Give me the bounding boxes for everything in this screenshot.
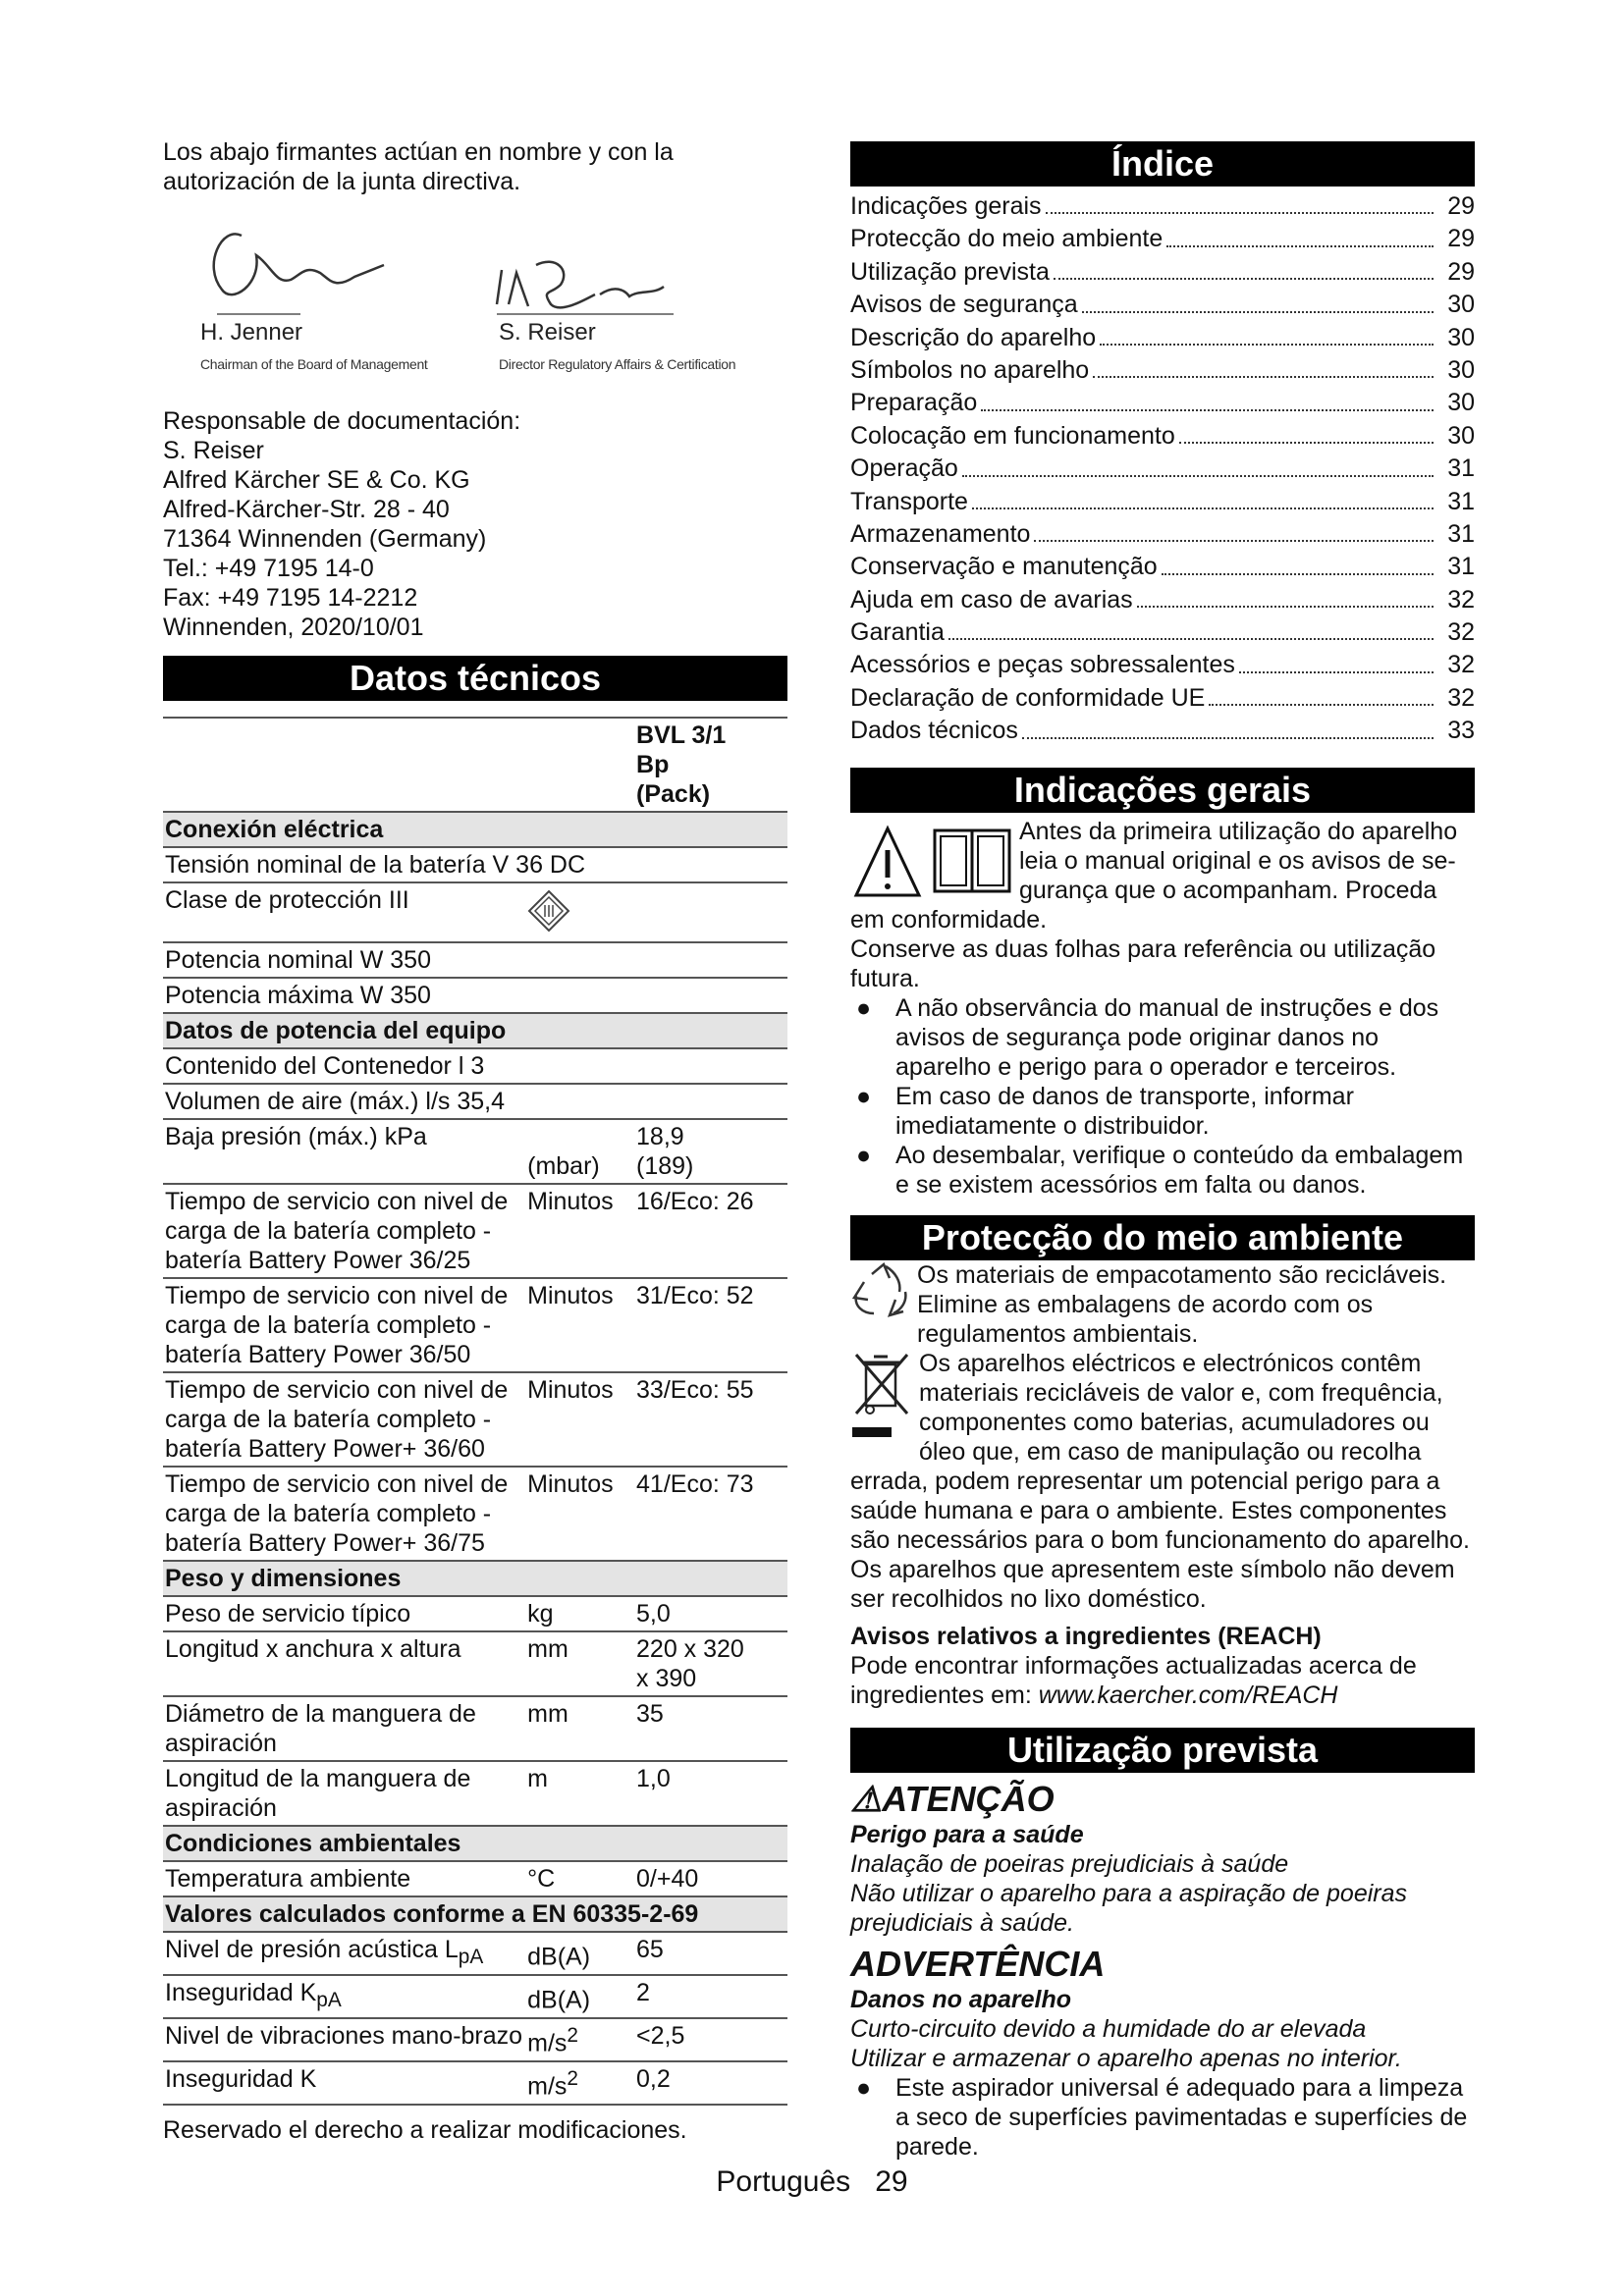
- table-row: Contenido del Contenedor l 3: [163, 1048, 787, 1084]
- documentation-address: [163, 406, 787, 642]
- tech-data-heading: Datos técnicos: [163, 656, 787, 701]
- toc-item[interactable]: Colocação em funcionamento 30: [850, 421, 1475, 450]
- list-item: ● Em caso de danos de transporte, informar imediatamente o distribuidor.: [856, 1082, 1354, 1140]
- page-footer: [0, 2165, 1624, 2199]
- toc-item[interactable]: Avisos de segurança 30: [850, 291, 1475, 319]
- table-row: Clase de protección III: [163, 882, 787, 942]
- address-line: Alfred Kärcher SE & Co. KG: [163, 466, 470, 494]
- page-number: 29: [875, 2165, 908, 2198]
- table-row: Potencia nominal W 350: [163, 942, 787, 978]
- toc-item[interactable]: Descrição do aparelho 30: [850, 323, 1475, 351]
- toc-item[interactable]: Acessórios e peças sobressalentes 32: [850, 651, 1475, 679]
- warning-line: Utilizar e armazenar o aparelho apenas no interior.: [850, 2044, 1402, 2072]
- warning-line: Curto-circuito devido a humidade do ar elevada: [850, 2014, 1367, 2043]
- reserved-note: Reservado el derecho a realizar modificaciones.: [163, 2116, 687, 2144]
- section-row: Condiciones ambientales: [163, 1826, 787, 1861]
- list-item: ● A não observância do manual de instruções e dos avisos de segurança pode originar danos no aparelho e perigo para o operador e terceiros.: [856, 993, 1439, 1081]
- authorization-intro: Los abajo firmantes actúan en nombre y con la autorización de la junta directiva.: [163, 138, 674, 195]
- warning-subtitle: Danos no aparelho: [850, 1985, 1072, 2013]
- protection-class-iii-icon: [527, 889, 570, 933]
- intended-use-heading: Utilização prevista: [850, 1728, 1475, 1773]
- toc-item[interactable]: Conservação e manutenção 31: [850, 553, 1475, 581]
- warning-manual-icon: [850, 817, 1021, 903]
- table-row: Longitud de la manguera de aspiración m 1,0: [163, 1761, 787, 1826]
- list-item: ● Ao desembalar, verifique o conteúdo da embalagem e se existem acessórios em falta ou danos.: [856, 1141, 1464, 1199]
- toc-item[interactable]: Transporte 31: [850, 487, 1475, 515]
- section-row: Conexión eléctrica: [163, 812, 787, 847]
- toc-item[interactable]: Garantia 32: [850, 618, 1475, 647]
- reiser-scribble: [497, 262, 664, 308]
- footer-language: Português: [716, 2165, 851, 2198]
- signer-name-reiser: S. Reiser: [499, 319, 596, 346]
- left-column: [163, 137, 787, 2145]
- table-row: Baja presión (máx.) kPa (mbar) 18,9 (189): [163, 1119, 787, 1184]
- toc-item[interactable]: Ajuda em caso de avarias 32: [850, 585, 1475, 614]
- right-column: [850, 141, 1475, 2162]
- section-row: Datos de potencia del equipo: [163, 1013, 787, 1048]
- table-row: Inseguridad $K_{pA}$ dB(A) 2: [163, 1975, 787, 2018]
- list-item: ● Este aspirador universal é adequado para a limpeza a seco de superfícies pavimentadas e superfícies de parede.: [856, 2073, 1468, 2161]
- table-row: Volumen de aire (máx.) l/s 35,4: [163, 1084, 787, 1119]
- general-heading: Indicações gerais: [850, 768, 1475, 813]
- toc-item[interactable]: Declaração de conformidade UE 32: [850, 683, 1475, 712]
- section-row: Peso y dimensiones: [163, 1561, 787, 1596]
- recycle-note: Os materiais de empacotamento são recicláveis. Elimine as embalagens de acordo com os regulamentos ambientais.: [850, 1260, 1475, 1349]
- toc-item[interactable]: Utilização prevista 29: [850, 257, 1475, 286]
- table-row: Inseguridad K $m/s^2$ 0,2: [163, 2061, 787, 2105]
- address-line: Tel.: +49 7195 14-0: [163, 555, 374, 582]
- jenner-scribble: [214, 234, 384, 294]
- table-of-contents: [850, 190, 1475, 748]
- reach-link[interactable]: www.kaercher.com/REACH: [1038, 1681, 1338, 1709]
- toc-item[interactable]: Armazenamento 31: [850, 519, 1475, 548]
- attention-line: Inalação de poeiras prejudiciais à saúde: [850, 1849, 1289, 1878]
- address-line: Winnenden, 2020/10/01: [163, 614, 424, 641]
- toc-item[interactable]: Dados técnicos 33: [850, 717, 1475, 745]
- section-row: Valores calculados conforme a EN 60335-2-69: [163, 1896, 787, 1932]
- signer-name-jenner: H. Jenner: [200, 319, 303, 346]
- signer-role-reiser: Director Regulatory Affairs & Certification: [499, 356, 736, 372]
- reach-note: Pode encontrar informações actualizadas acerca de ingredientes em: www.kaercher.com/REACH: [850, 1651, 1417, 1709]
- address-line: Fax: +49 7195 14-2212: [163, 584, 418, 612]
- address-line: Alfred-Kärcher-Str. 28 - 40: [163, 496, 450, 523]
- address-line: 71364 Winnenden (Germany): [163, 525, 487, 553]
- table-row: Tiempo de servicio con nivel de carga de la batería completo - batería Battery Power 36/25 Minutos 16/Eco: 26: [163, 1184, 787, 1278]
- signer-role-jenner: Chairman of the Board of Management: [200, 356, 428, 372]
- toc-item[interactable]: Indicações gerais 29: [850, 192, 1475, 220]
- table-row: Tiempo de servicio con nivel de carga de la batería completo - batería Battery Power 36/50 Minutos 31/Eco: 52: [163, 1278, 787, 1372]
- table-row: Diámetro de la manguera de aspiración mm 35: [163, 1696, 787, 1761]
- table-header-row: [163, 718, 787, 812]
- table-row: Tiempo de servicio con nivel de carga de la batería completo - batería Battery Power+ 36/60 Minutos 33/Eco: 55: [163, 1372, 787, 1467]
- attention-heading: ⚠ATENÇÃO: [850, 1778, 1055, 1819]
- weee-note: Os aparelhos eléctricos e electrónicos contêm materiais recicláveis de valor e, com frequência, componentes como baterias, acumuladores ou óleo que, em caso de manipulação ou recolha errada, podem representar um potencial perigo para a saúde humana e para o ambiente. Estes componentes são necessários para o bom funcionamento do aparelho. Os aparelhos que apresentem este símbolo não devem ser recolhidos no lixo doméstico.: [850, 1349, 1470, 1613]
- weee-bin-icon: [850, 1349, 917, 1443]
- table-row: Potencia máxima W 350: [163, 978, 787, 1013]
- attention-line: Não utilizar o aparelho para a aspiração de poeiras prejudiciais à saúde.: [850, 1879, 1408, 1937]
- toc-item[interactable]: Protecção do meio ambiente 29: [850, 225, 1475, 253]
- toc-item[interactable]: Operação 31: [850, 454, 1475, 483]
- attention-subtitle: Perigo para a saúde: [850, 1820, 1084, 1848]
- toc-item[interactable]: Preparação 30: [850, 389, 1475, 417]
- signature-block: [163, 196, 787, 422]
- general-intro: Antes da primeira utilização do aparelho leia o manual original e os avisos de se- gurança que o acompanham. Proceda: [850, 817, 1475, 905]
- address-line: Responsable de documentación:: [163, 407, 521, 435]
- address-line: S. Reiser: [163, 437, 264, 464]
- model-header: BVL 3/1 Bp (Pack): [634, 718, 787, 812]
- environment-heading: Protecção do meio ambiente: [850, 1215, 1475, 1260]
- index-heading: Índice: [850, 141, 1475, 187]
- table-row: Tiempo de servicio con nivel de carga de la batería completo - batería Battery Power+ 36/75 Minutos 41/Eco: 73: [163, 1467, 787, 1561]
- toc-item[interactable]: Símbolos no aparelho 30: [850, 355, 1475, 384]
- general-keep-note: Conserve as duas folhas para referência ou utilização futura.: [850, 934, 1436, 992]
- table-row: Temperatura ambiente °C 0/+40: [163, 1861, 787, 1896]
- table-row: Peso de servicio típico kg 5,0: [163, 1596, 787, 1631]
- general-intro-tail: em conformidade.: [850, 905, 1048, 934]
- table-row: Tensión nominal de la batería V 36 DC: [163, 847, 787, 882]
- warning-icon: ⚠: [850, 1778, 883, 1819]
- recycle-icon: [850, 1260, 917, 1319]
- table-row: Nivel de presión acústica $L_{pA}$ dB(A) 65: [163, 1932, 787, 1975]
- table-row: Longitud x anchura x altura mm 220 x 320 x 390: [163, 1631, 787, 1696]
- warning-heading: ADVERTÊNCIA: [850, 1943, 1106, 1984]
- reach-heading: Avisos relativos a ingredientes (REACH): [850, 1622, 1322, 1650]
- tech-data-table: [163, 717, 787, 2106]
- table-row: Nivel de vibraciones mano-brazo $m/s^2$ <2,5: [163, 2018, 787, 2061]
